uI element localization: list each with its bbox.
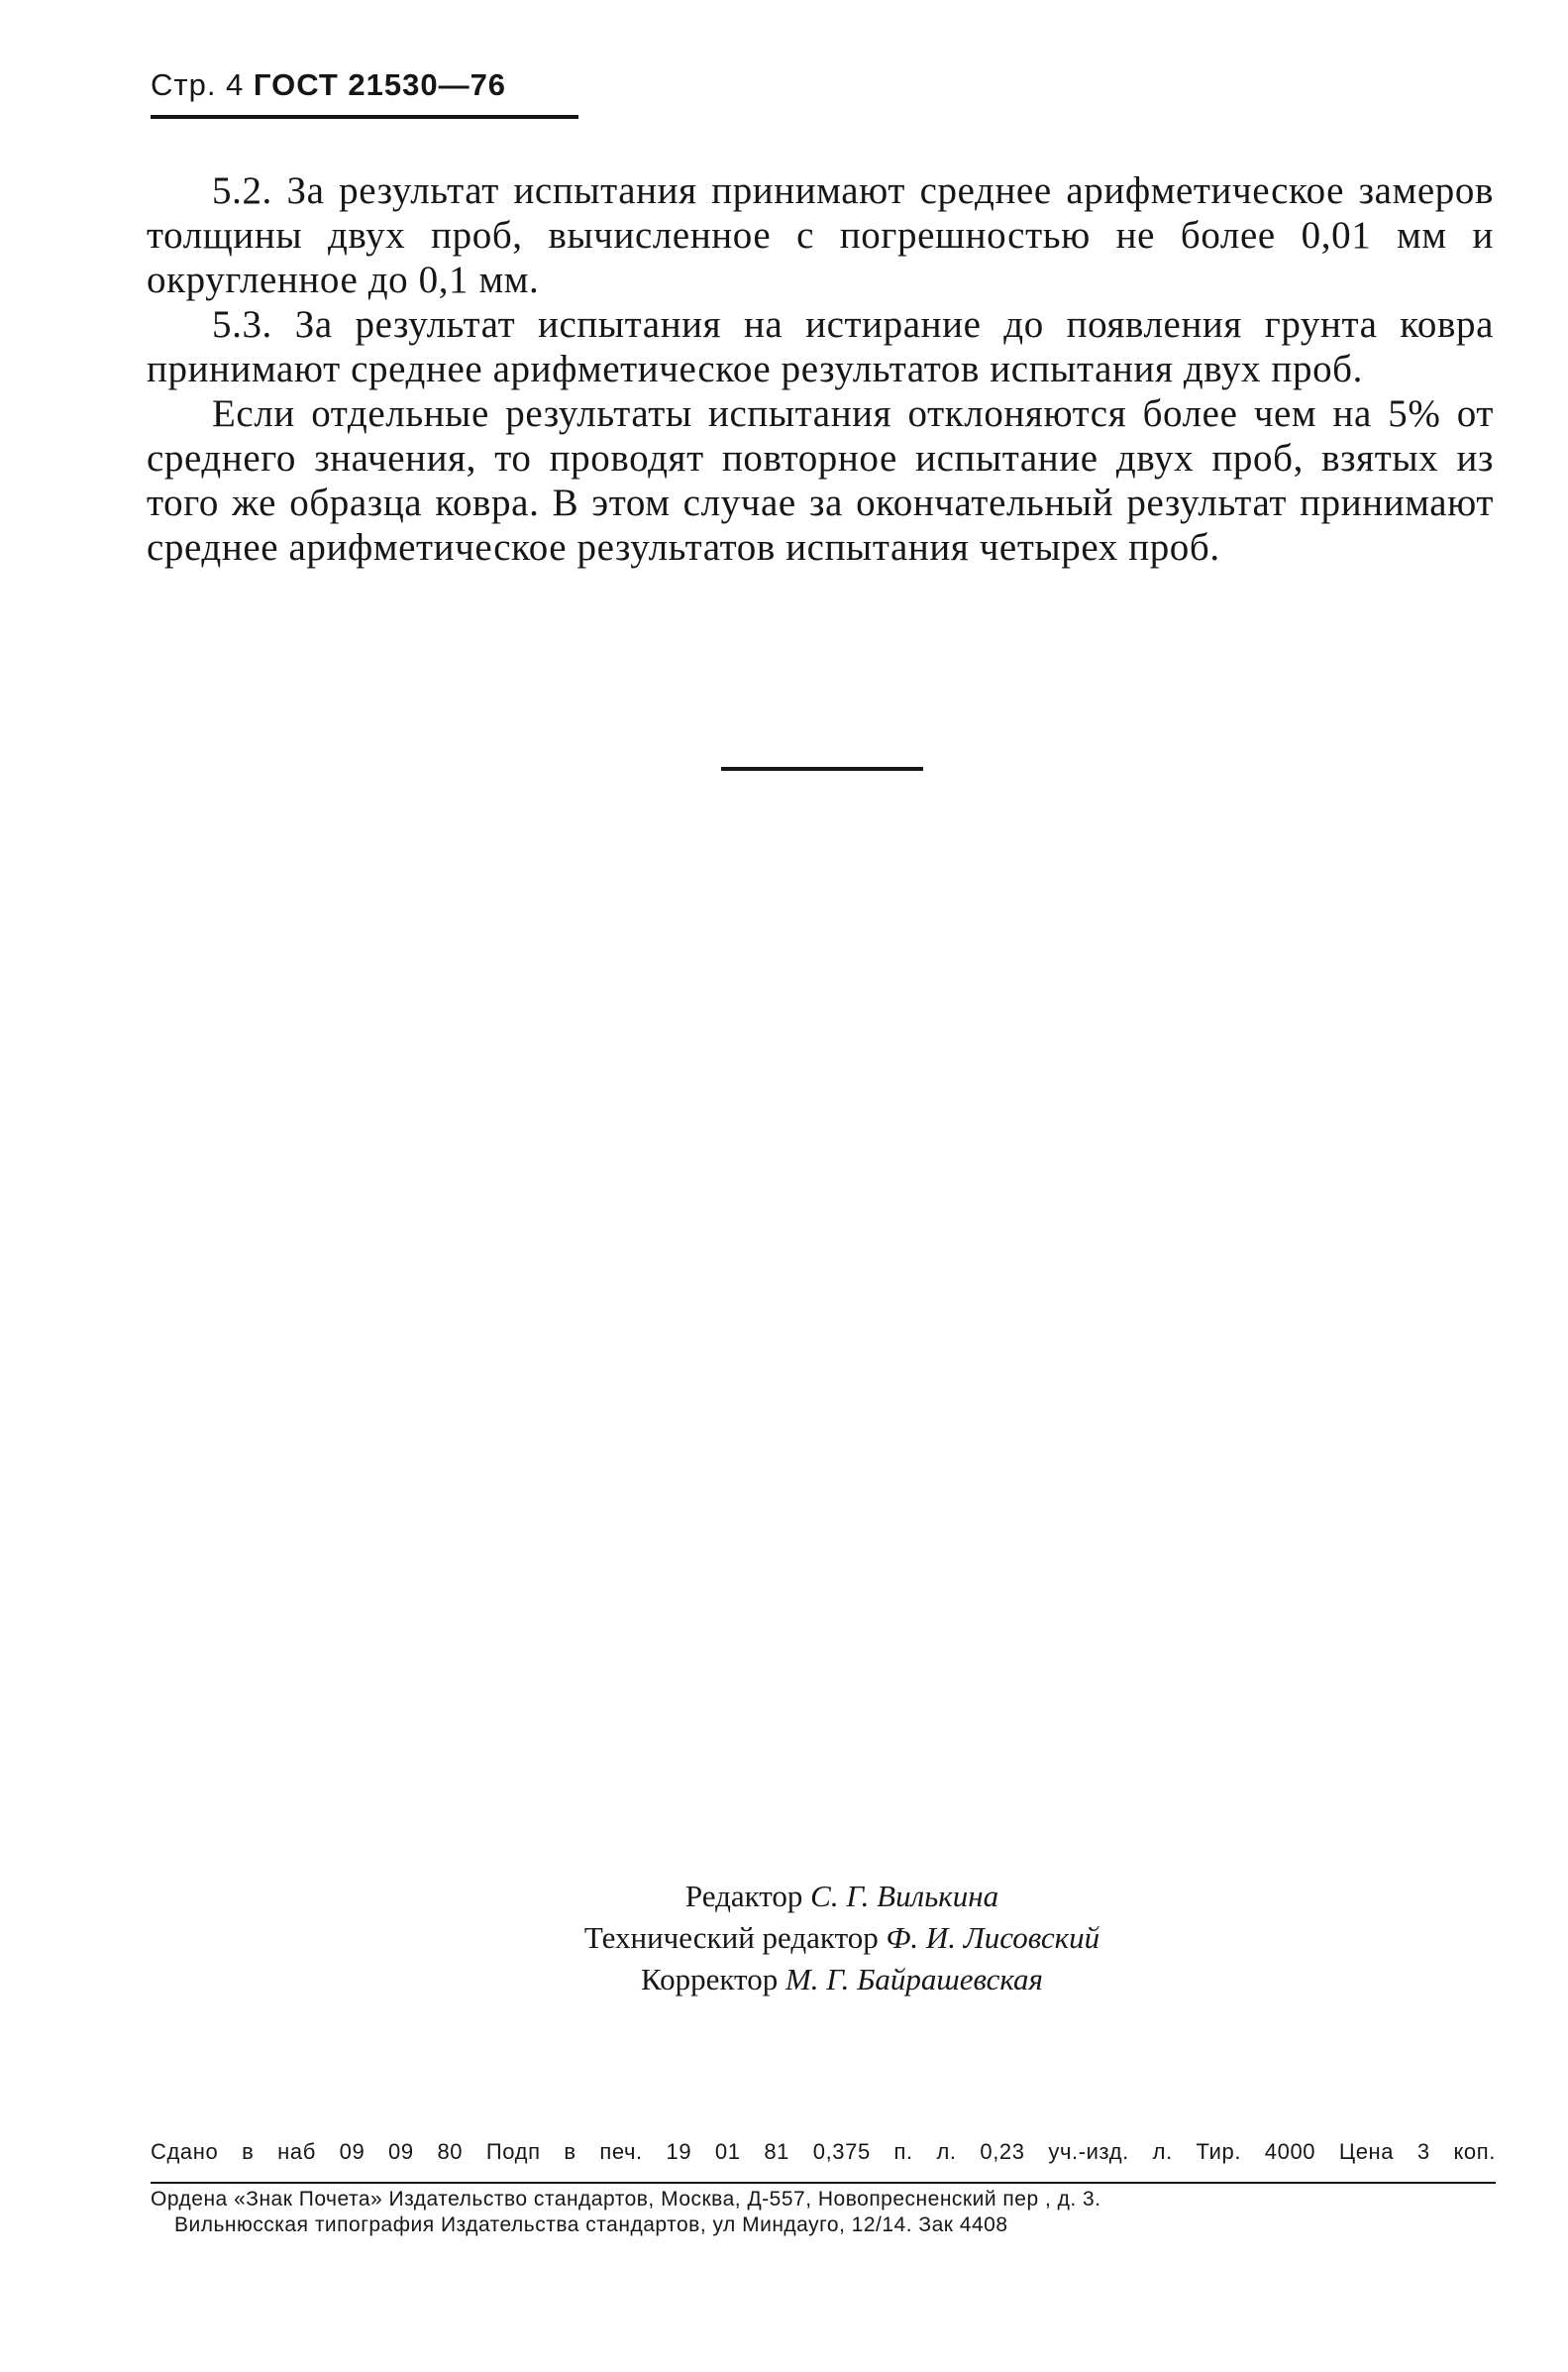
credit-role: Корректор: [641, 1962, 779, 1996]
standard-number: ГОСТ 21530—76: [253, 67, 507, 102]
header-underline: [151, 115, 578, 119]
page-number: Стр. 4: [151, 67, 245, 102]
publisher-info: [151, 2187, 1496, 2238]
credit-name: С. Г. Вилькина: [810, 1879, 999, 1913]
section-divider: [721, 767, 923, 771]
credit-name: М. Г. Байрашевская: [784, 1962, 1043, 1996]
credit-name: Ф. И. Лисовский: [886, 1920, 1100, 1955]
credit-role: Технический редактор: [583, 1920, 879, 1955]
document-body: [147, 168, 1494, 570]
credit-role: Редактор: [684, 1879, 803, 1913]
paragraph-5-3: 5.3. За результат испытания на истирание до появления грунта ковра принимают среднее арифметическое результатов испытания двух проб.: [147, 303, 1494, 390]
paragraph-5-2: 5.2. За результат испытания принимают среднее арифметическое замеров толщины двух проб, вычисленное с погрешностью не более 0,01 мм и округленное до 0,1 мм.: [147, 169, 1494, 301]
credit-editor: [396, 1876, 1288, 1917]
credit-corrector: [396, 1959, 1288, 2000]
paragraph-deviation-note: Если отдельные результаты испытания отклоняются более чем на 5% от среднего значения, то проводят повторное испытание двух проб, взятых из того же образца ковра. В этом случае за окончательный результат принимают среднее арифметическое результатов испытания четырех проб.: [147, 392, 1494, 569]
publisher-line: Ордена «Знак Почета» Издательство стандартов, Москва, Д-557, Новопресненский пер , д. 3.: [151, 2188, 1101, 2210]
print-imprint: Сдано в наб 09 09 80 Подп в печ. 19 01 81 0,375 п. л. 0,23 уч.-изд. л. Тир. 4000 Цена 3 коп.: [151, 2139, 1496, 2164]
printer-line: Вильнюсская типография Издательства стандартов, ул Миндауго, 12/14. Зак 4408: [174, 2213, 1008, 2236]
page-header: [151, 65, 578, 105]
editorial-credits: [396, 1876, 1288, 2000]
footer-divider: [151, 2182, 1496, 2184]
credit-technical-editor: [396, 1917, 1288, 1959]
